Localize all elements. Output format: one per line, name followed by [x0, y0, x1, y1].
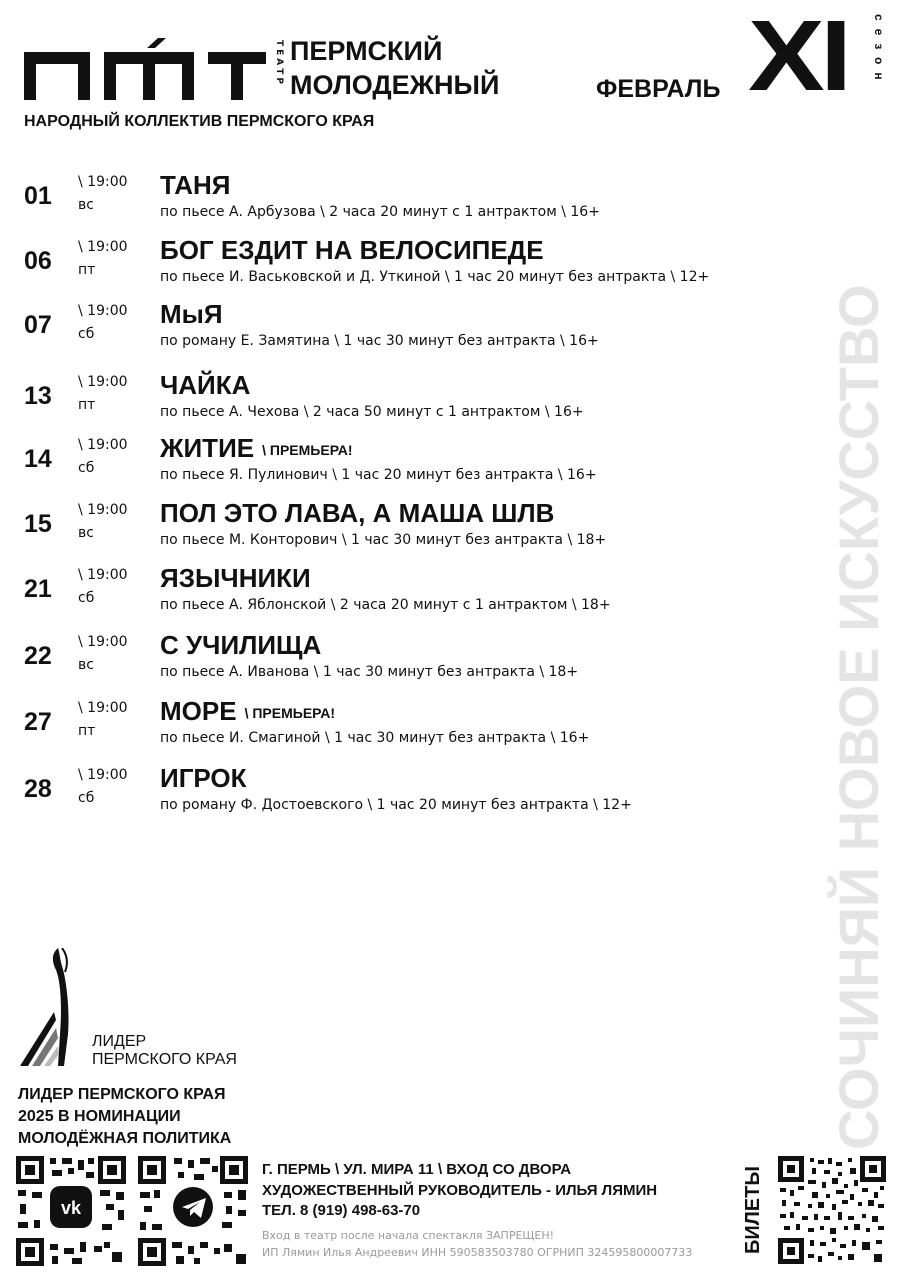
award-text-line: МОЛОДЁЖНАЯ ПОЛИТИКА: [18, 1130, 232, 1147]
event-title: [160, 370, 258, 401]
phone-number[interactable]: ТЕЛ. 8 (919) 498-63-70: [262, 1202, 421, 1219]
legal-info: ИП Лямин Илья Андреевич ИНН 590583503780 ОГРНИП 324595800007733: [262, 1246, 693, 1259]
event-title-text: ТАНЯ: [160, 170, 231, 200]
event-title-text: ЯЗЫЧНИКИ: [160, 563, 311, 593]
event-title: [160, 498, 562, 529]
event-weekday: сб: [78, 590, 95, 606]
event-time: \ 19:00: [78, 174, 128, 190]
event-title: [160, 696, 335, 727]
event-time: \ 19:00: [78, 374, 128, 390]
event-date: 28: [24, 775, 52, 803]
schedule-row[interactable]: [0, 696, 820, 764]
event-weekday: вс: [78, 197, 94, 213]
event-details: по пьесе А. Яблонской \ 2 часа 20 минут с 1 антрактом \ 18+: [160, 597, 611, 613]
telegram-qr-code-icon[interactable]: [138, 1156, 248, 1266]
event-details: по пьесе А. Чехова \ 2 часа 50 минут с 1 антрактом \ 16+: [160, 404, 584, 420]
event-title: [160, 763, 255, 794]
slogan-container: [828, 120, 890, 1150]
event-date: 06: [24, 247, 52, 275]
event-date: 07: [24, 311, 52, 339]
award-logo-line: ЛИДЕР: [92, 1033, 147, 1050]
event-weekday: вс: [78, 525, 94, 541]
event-details: по пьесе А. Иванова \ 1 час 30 минут без антракта \ 18+: [160, 664, 579, 680]
premiere-badge: \ ПРЕМЬЕРА!: [244, 705, 336, 722]
event-time: \ 19:00: [78, 634, 128, 650]
event-title-text: С УЧИЛИЩА: [160, 630, 322, 660]
schedule-row[interactable]: [0, 235, 820, 303]
pmt-logo-icon: [24, 38, 266, 100]
late-entry-notice: Вход в театр после начала спектакля ЗАПРЕЩЕН!: [262, 1229, 555, 1242]
event-date: 01: [24, 182, 52, 210]
event-weekday: сб: [78, 460, 95, 476]
event-weekday: сб: [78, 326, 95, 342]
event-date: 14: [24, 445, 52, 473]
award-text-line: 2025 В НОМИНАЦИИ: [18, 1108, 181, 1125]
event-title: [160, 563, 319, 594]
event-title: [160, 170, 238, 201]
event-time: \ 19:00: [78, 767, 128, 783]
event-details: по роману Е. Замятина \ 1 час 30 минут без антракта \ 16+: [160, 333, 599, 349]
schedule-row[interactable]: [0, 170, 820, 238]
event-details: по пьесе И. Смагиной \ 1 час 30 минут без антракта \ 16+: [160, 730, 590, 746]
collective-label: НАРОДНЫЙ КОЛЛЕКТИВ ПЕРМСКОГО КРАЯ: [24, 113, 375, 130]
event-title: [160, 235, 552, 266]
event-date: 15: [24, 510, 52, 538]
award-tower-icon: [18, 948, 78, 1074]
event-title-text: ЖИТИЕ: [160, 433, 255, 463]
award-logo-text: [92, 1033, 237, 1069]
event-details: по пьесе Я. Пулинович \ 1 час 20 минут без антракта \ 16+: [160, 467, 597, 483]
schedule-row[interactable]: [0, 370, 820, 438]
season-number: XI: [748, 0, 848, 112]
event-title: [160, 433, 353, 464]
event-title-text: МОРЕ: [160, 696, 237, 726]
event-title: [160, 630, 329, 661]
event-time: \ 19:00: [78, 239, 128, 255]
event-weekday: пт: [78, 397, 96, 413]
event-details: по пьесе А. Арбузова \ 2 часа 20 минут с 1 антрактом \ 16+: [160, 204, 600, 220]
event-title-text: ИГРОК: [160, 763, 247, 793]
theatre-name-line2: МОЛОДЕЖНЫЙ: [290, 70, 500, 100]
event-time: \ 19:00: [78, 502, 128, 518]
schedule-row[interactable]: [0, 433, 820, 501]
event-weekday: пт: [78, 262, 96, 278]
event-weekday: пт: [78, 723, 96, 739]
event-date: 21: [24, 575, 52, 603]
vk-qr-code-icon[interactable]: [16, 1156, 126, 1266]
award-text-line: ЛИДЕР ПЕРМСКОГО КРАЯ: [18, 1086, 226, 1103]
schedule-row[interactable]: [0, 498, 820, 566]
schedule-row[interactable]: [0, 630, 820, 698]
event-details: по пьесе И. Васьковской и Д. Уткиной \ 1 час 20 минут без антракта \ 12+: [160, 269, 710, 285]
schedule-row[interactable]: [0, 563, 820, 631]
slogan-text: СОЧИНЯЙ НОВОЕ ИСКУССТВО: [827, 284, 890, 1150]
theatre-address: Г. ПЕРМЬ \ УЛ. МИРА 11 \ ВХОД СО ДВОРА: [262, 1161, 572, 1178]
award-logo-line: ПЕРМСКОГО КРАЯ: [92, 1051, 237, 1068]
tickets-qr-code-icon[interactable]: [778, 1156, 886, 1264]
svg-text:vk: vk: [60, 1198, 82, 1218]
event-title-text: ЧАЙКА: [160, 370, 251, 400]
event-title-text: ПОЛ ЭТО ЛАВА, А МАША ШЛВ: [160, 498, 555, 528]
event-time: \ 19:00: [78, 303, 128, 319]
event-title: [160, 299, 231, 330]
schedule-row[interactable]: [0, 763, 820, 831]
event-details: по пьесе М. Конторович \ 1 час 30 минут без антракта \ 18+: [160, 532, 607, 548]
event-date: 27: [24, 708, 52, 736]
event-time: \ 19:00: [78, 437, 128, 453]
theatre-name-line1: ПЕРМСКИЙ: [290, 36, 443, 66]
event-title-text: МыЯ: [160, 299, 223, 329]
event-weekday: сб: [78, 790, 95, 806]
event-date: 13: [24, 382, 52, 410]
event-date: 22: [24, 642, 52, 670]
theatre-logo: [24, 38, 266, 100]
month-title: ФЕВРАЛЬ: [596, 75, 721, 103]
season-label: сезон: [872, 14, 886, 88]
event-time: \ 19:00: [78, 700, 128, 716]
tickets-label: БИЛЕТЫ: [742, 1166, 764, 1254]
artistic-director: ХУДОЖЕСТВЕННЫЙ РУКОВОДИТЕЛЬ - ИЛЬЯ ЛЯМИН: [262, 1182, 658, 1199]
event-weekday: вс: [78, 657, 94, 673]
event-details: по роману Ф. Достоевского \ 1 час 20 минут без антракта \ 12+: [160, 797, 632, 813]
teatr-label: ТЕАТР: [274, 40, 284, 87]
award-description: [18, 1084, 231, 1150]
premiere-badge: \ ПРЕМЬЕРА!: [262, 442, 353, 459]
event-title-text: БОГ ЕЗДИТ НА ВЕЛОСИПЕДЕ: [160, 235, 544, 265]
event-time: \ 19:00: [78, 567, 128, 583]
schedule-row[interactable]: [0, 299, 820, 367]
